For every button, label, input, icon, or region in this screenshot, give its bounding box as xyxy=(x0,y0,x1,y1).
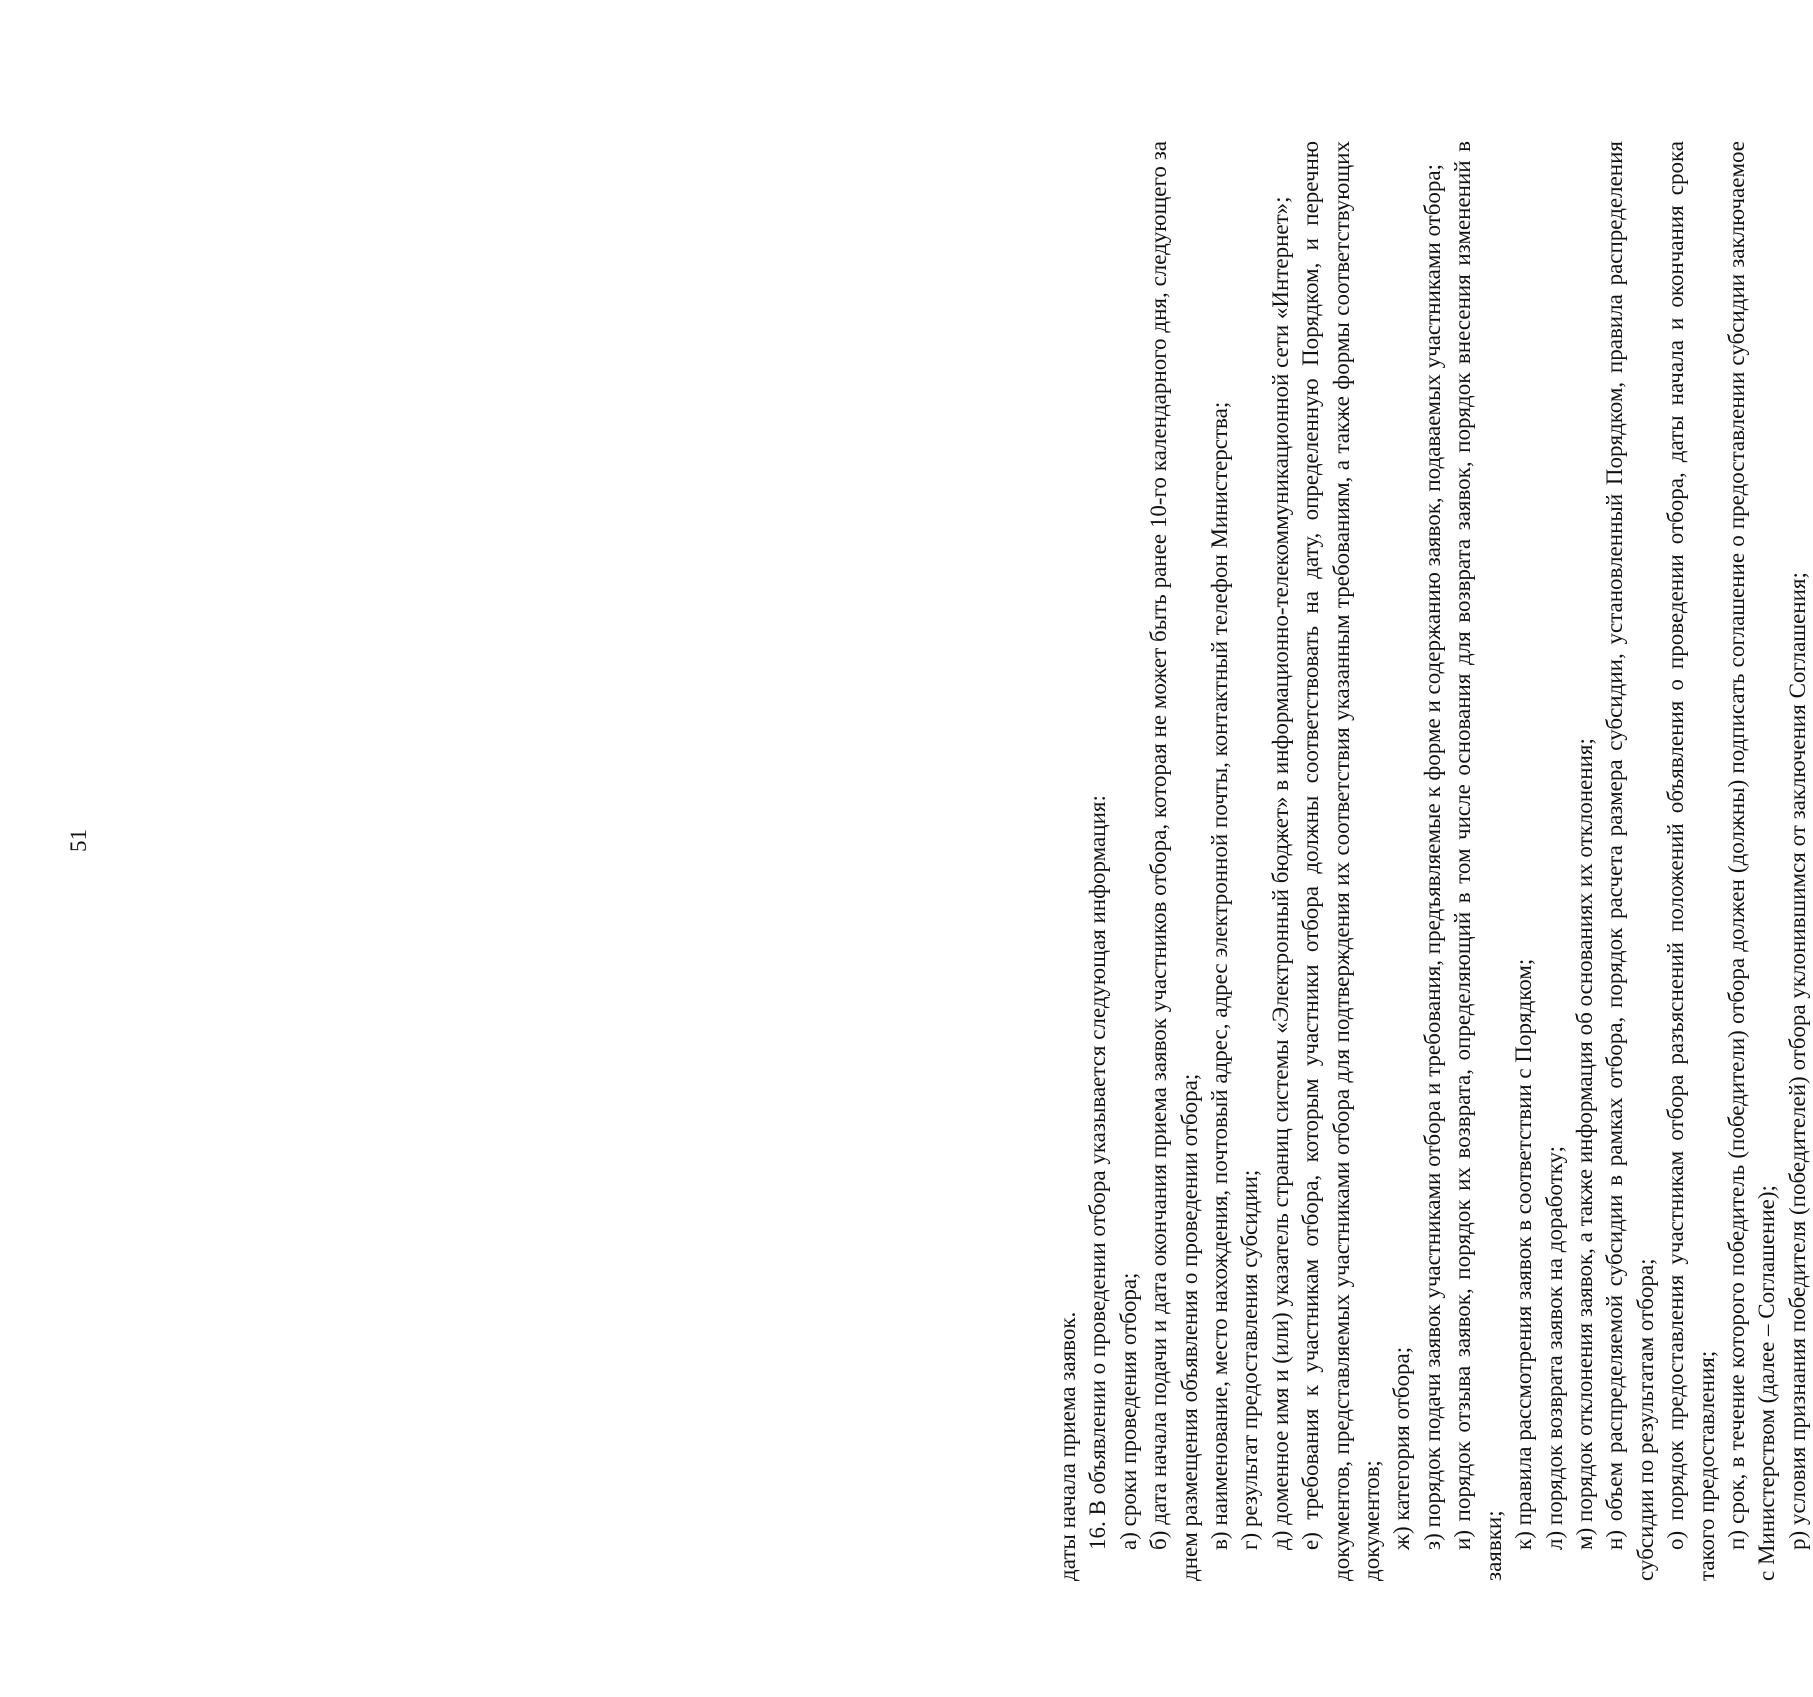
paragraph: даты начала приема заявок. xyxy=(1055,1311,1080,1581)
paragraph: б) дата начала подачи и дата окончания приема заявок участников отбора, которая не может быть ранее 10-го календарного дня, следующего за днем размещения объявления о проведении отбора; xyxy=(1146,141,1202,1581)
paragraph: п) срок, в течение которого победитель (победители) отбора должен (должны) подписать соглашение о предоставлении субсидии заключаемое с Министерством (далее – Соглашение); xyxy=(1723,141,1780,1581)
page-number: 51 xyxy=(66,829,91,852)
paragraph: н) объем распределяемой субсидии в рамках отбора, порядок расчета размера субсидии, установленный Порядком, правила распределения субсидии по результатам отбора; xyxy=(1602,141,1658,1581)
document-body xyxy=(1053,141,1813,1581)
paragraph: д) доменное имя и (или) указатель страниц системы «Электронный бюджет» в информационно-телекоммуникационной сети «Интернет»; xyxy=(1267,196,1293,1550)
paragraph: м) порядок отклонения заявок, а также информация об основаниях их отклонения; xyxy=(1571,738,1597,1550)
paragraph: 16. В объявлении о проведении отбора указывается следующая информация: xyxy=(1085,795,1111,1550)
paragraph: е) требования к участникам отбора, которым участники отбора должны соответствовать на дату, определенную Порядком, и перечню документов, представляемых участниками отбора для подтверждения их соответствия указанным требованиям, а также формы соответствующих документов; xyxy=(1298,141,1385,1581)
paragraph: а) сроки проведения отбора; xyxy=(1115,1272,1141,1550)
paragraph: о) порядок предоставления участникам отбора разъяснений положений объявления о проведении отбора, даты начала и окончания срока такого предоставления; xyxy=(1663,141,1719,1581)
paragraph: г) результат предоставления субсидии; xyxy=(1237,1169,1263,1550)
paragraph: з) порядок подачи заявок участниками отбора и требования, предъявляемые к форме и содержанию заявок, подаваемых участниками отбора; xyxy=(1419,163,1445,1550)
paragraph: и) порядок отзыва заявок, порядок их возврата, определяющий в том числе основания для возврата заявок, порядок внесения изменений в заявки; xyxy=(1450,141,1506,1581)
paragraph: р) условия признания победителя (победителей) отбора уклонившимся от заключения Соглашения; xyxy=(1784,572,1810,1550)
paragraph: в) наименование, место нахождения, почтовый адрес, адрес электронной почты, контактный телефон Министерства; xyxy=(1207,401,1233,1550)
paragraph: ж) категория отбора; xyxy=(1389,1346,1415,1550)
paragraph: л) порядок возврата заявок на доработку; xyxy=(1541,1145,1567,1550)
paragraph: к) правила рассмотрения заявок в соответствии с Порядком; xyxy=(1511,958,1537,1550)
